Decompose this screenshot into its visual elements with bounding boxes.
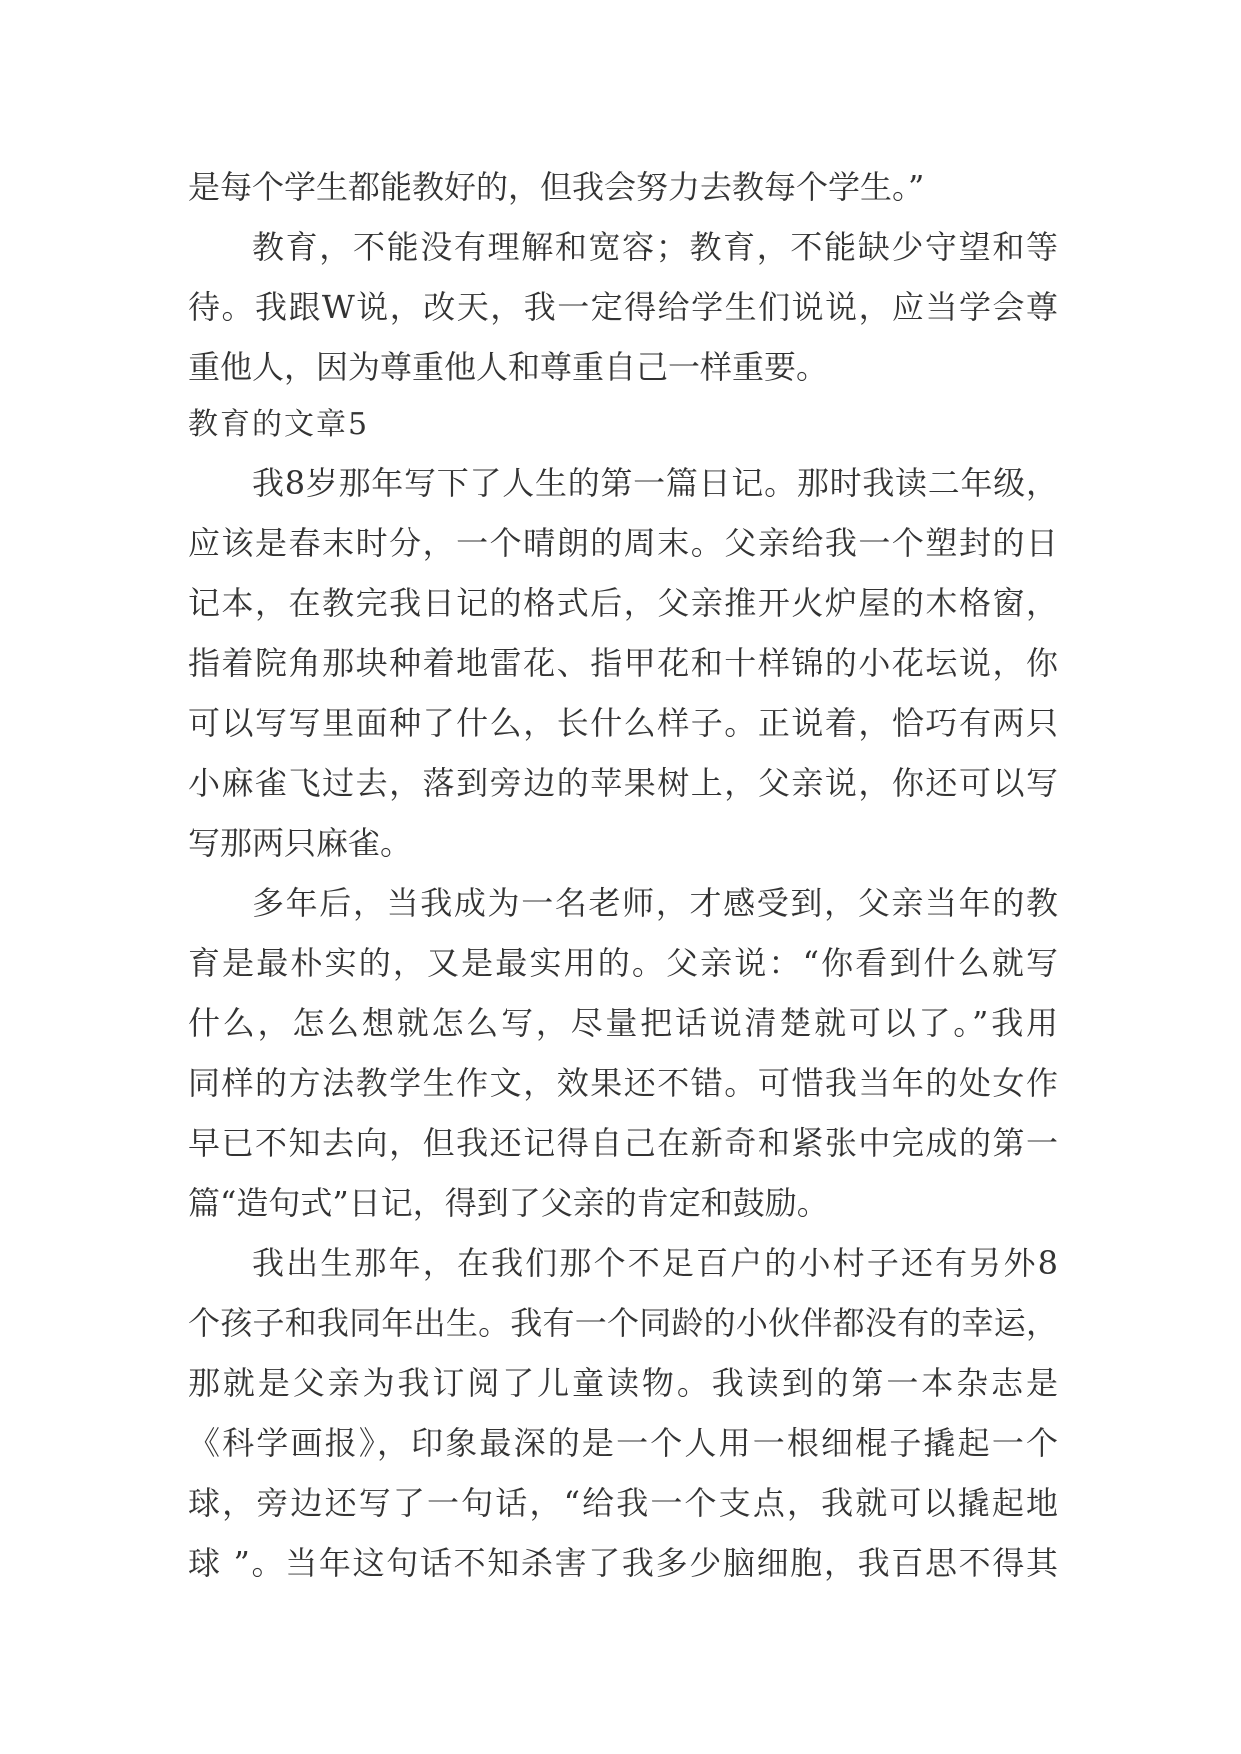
text-line: 个孩子和我同年出生。我有一个同龄的小伙伴都没有的幸运，: [188, 1304, 1058, 1342]
text-line: 我8岁那年写下了人生的第一篇日记。那时我读二年级，: [252, 464, 1058, 502]
text-line: 可以写写里面种了什么，长什么样子。正说着，恰巧有两只: [188, 704, 1058, 742]
paragraph-birth-year: [188, 1233, 1058, 1593]
text-line: 那就是父亲为我订阅了儿童读物。我读到的第一本杂志是: [188, 1364, 1058, 1402]
text-line: 教育，不能没有理解和宽容；教育，不能缺少守望和等: [252, 228, 1058, 266]
paragraph-continuation: [188, 157, 1058, 217]
text-line: 早已不知去向，但我还记得自己在新奇和紧张中完成的第一: [188, 1124, 1058, 1162]
text-line: 指着院角那块种着地雷花、指甲花和十样锦的小花坛说，你: [188, 644, 1058, 682]
text-line: 什么，怎么想就怎么写，尽量把话说清楚就可以了。”我用: [188, 1004, 1058, 1042]
text-line: 写那两只麻雀。: [188, 824, 413, 862]
text-line: 《科学画报》，印象最深的是一个人用一根细棍子撬起一个: [188, 1424, 1058, 1462]
text-line: 篇“造句式”日记，得到了父亲的肯定和鼓励。: [188, 1184, 829, 1222]
text-line: 重他人，因为尊重他人和尊重自己一样重要。: [188, 348, 829, 386]
paragraph-years-later: [188, 873, 1058, 1233]
text-line: 记本，在教完我日记的格式后，父亲推开火炉屋的木格窗，: [188, 584, 1058, 622]
text-line: 球，旁边还写了一句话，“给我一个支点，我就可以撬起地: [188, 1484, 1058, 1522]
paragraph-education: [188, 217, 1058, 397]
paragraph-first-diary: [188, 453, 1058, 873]
text-line: 我出生那年，在我们那个不足百户的小村子还有另外8: [252, 1244, 1058, 1282]
text-line: 同样的方法教学生作文，效果还不错。可惜我当年的处女作: [188, 1064, 1058, 1102]
text-line: 待。我跟W说，改天，我一定得给学生们说说，应当学会尊: [188, 288, 1058, 326]
text-line: 多年后，当我成为一名老师，才感受到，父亲当年的教: [252, 884, 1058, 922]
text-line: 球 ”。当年这句话不知杀害了我多少脑细胞，我百思不得其: [188, 1544, 1058, 1582]
article-heading: 教育的文章5: [188, 407, 370, 442]
document-body: [188, 157, 1058, 1593]
text-line: 小麻雀飞过去，落到旁边的苹果树上，父亲说，你还可以写: [188, 764, 1058, 802]
text-line: 育是最朴实的，又是最实用的。父亲说：“你看到什么就写: [188, 944, 1058, 982]
text-line: 是每个学生都能教好的，但我会努力去教每个学生。”: [188, 168, 925, 206]
text-line: 应该是春末时分，一个晴朗的周末。父亲给我一个塑封的日: [188, 524, 1058, 562]
